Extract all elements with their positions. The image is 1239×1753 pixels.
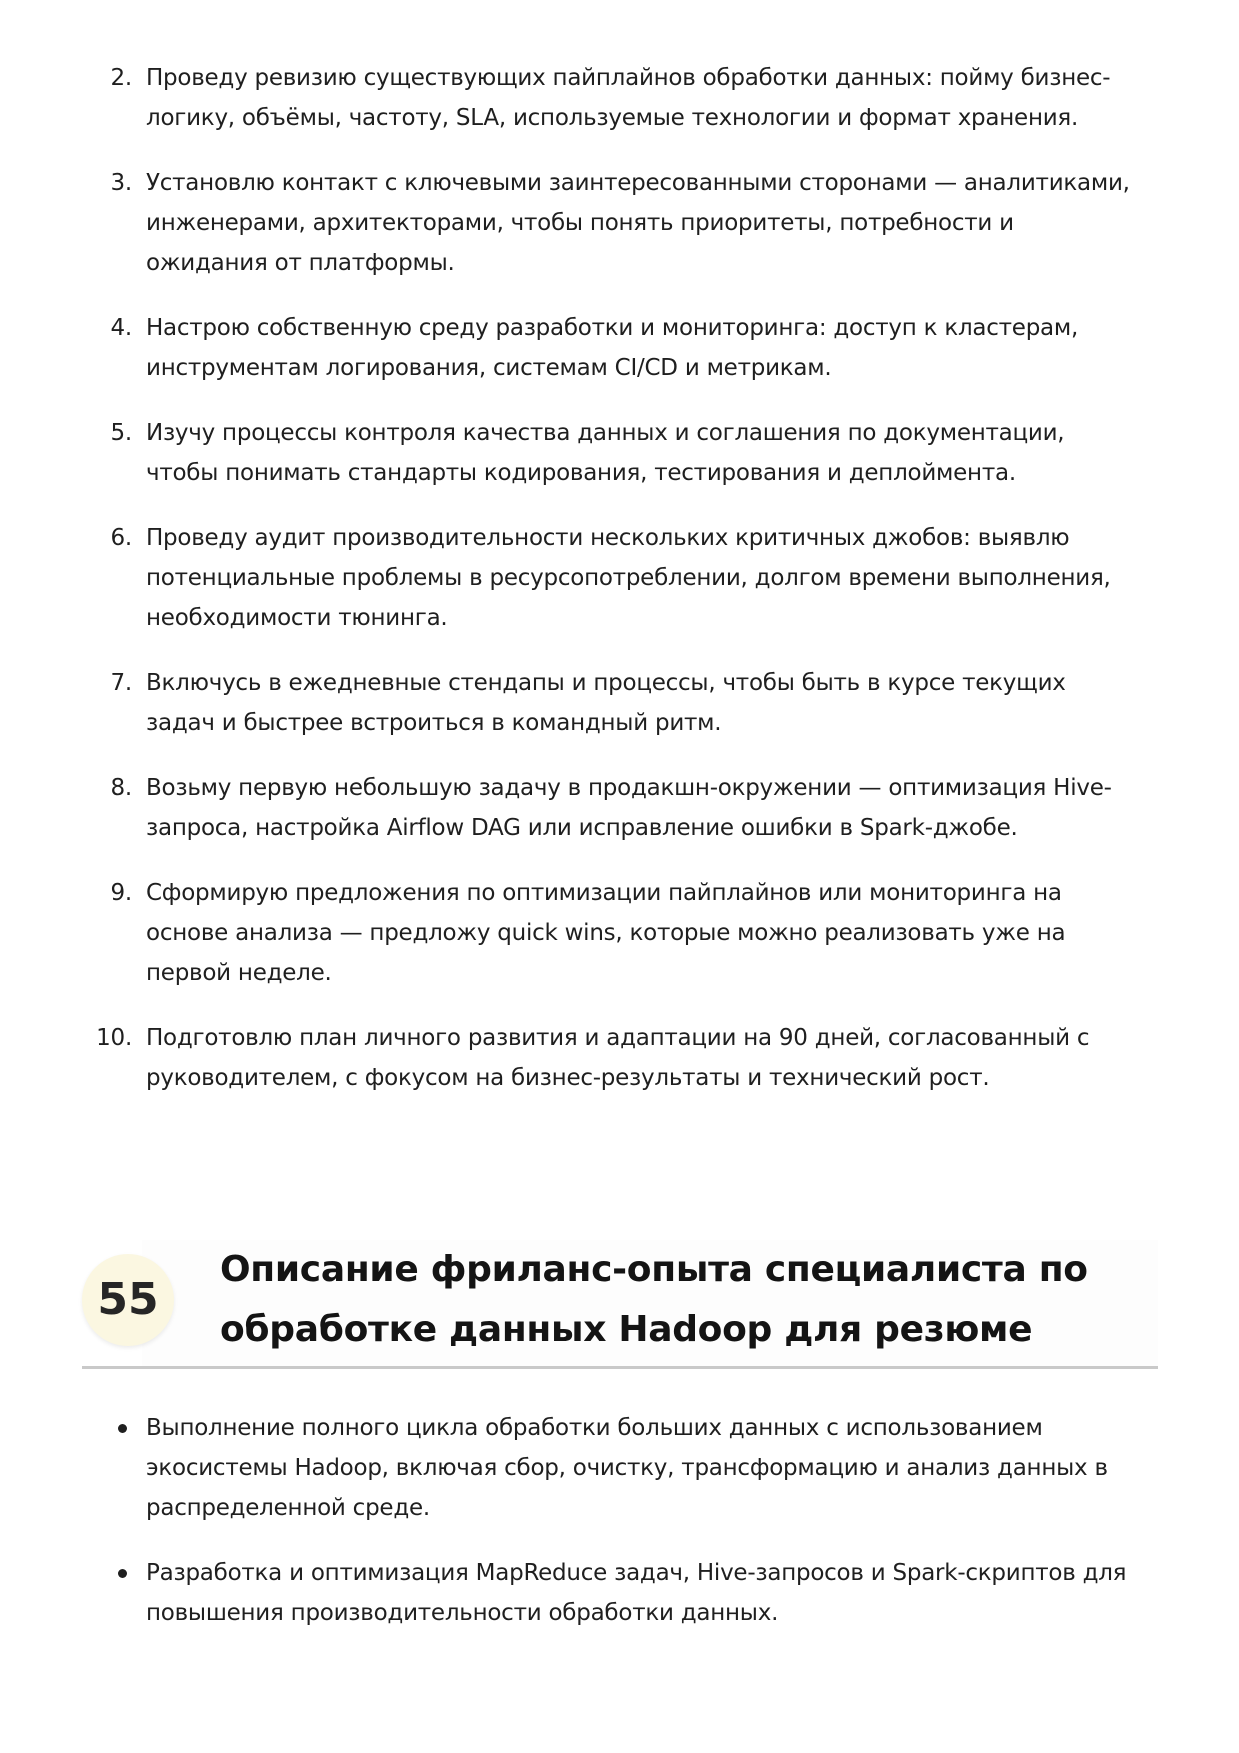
list-item-number: 8. xyxy=(110,775,132,801)
section-header xyxy=(82,1240,1158,1369)
list-item xyxy=(0,58,1239,138)
list-item-number: 5. xyxy=(110,420,132,446)
list-item-number: 9. xyxy=(110,880,132,906)
list-item-number: 10. xyxy=(96,1025,132,1051)
bullet-list-item xyxy=(0,1408,1239,1528)
list-item-text: Установлю контакт с ключевыми заинтересованными сторонами — аналитиками, инженерами, архитекторами, чтобы понять приоритеты, потребности и ожидания от платформы. xyxy=(146,170,1130,276)
list-item xyxy=(0,663,1239,743)
numbered-list xyxy=(0,58,1239,1123)
list-item-text: Сформирую предложения по оптимизации пайплайнов или мониторинга на основе анализа — предложу quick wins, которые можно реализовать уже на первой неделе. xyxy=(146,880,1066,986)
list-item xyxy=(0,163,1239,283)
list-item xyxy=(0,768,1239,848)
section-number-badge: 55 xyxy=(82,1254,174,1346)
bullet-item-text: Выполнение полного цикла обработки больших данных с использованием экосистемы Hadoop, включая сбор, очистку, трансформацию и анализ данных в распределенной среде. xyxy=(146,1415,1108,1521)
list-item-number: 6. xyxy=(110,525,132,551)
section-title: Описание фриланс-опыта специалиста по обработке данных Hadoop для резюме xyxy=(220,1249,1088,1350)
list-item xyxy=(0,308,1239,388)
bullet-icon xyxy=(118,1424,127,1433)
list-item-text: Включусь в ежедневные стендапы и процессы, чтобы быть в курсе текущих задач и быстрее встроиться в командный ритм. xyxy=(146,670,1066,736)
list-item-text: Возьму первую небольшую задачу в продакшн-окружении — оптимизация Hive-запроса, настройка Airflow DAG или исправление ошибки в Spark-джобе. xyxy=(146,775,1112,841)
list-item-text: Настрою собственную среду разработки и мониторинга: доступ к кластерам, инструментам логирования, системам CI/CD и метрикам. xyxy=(146,315,1079,381)
list-item-text: Изучу процессы контроля качества данных и соглашения по документации, чтобы понимать стандарты кодирования, тестирования и деплоймента. xyxy=(146,420,1065,486)
bullet-list-item xyxy=(0,1553,1239,1633)
bullet-list xyxy=(0,1408,1239,1658)
list-item-text: Проведу ревизию существующих пайплайнов обработки данных: пойму бизнес-логику, объёмы, частоту, SLA, используемые технологии и формат хранения. xyxy=(146,65,1111,131)
list-item xyxy=(0,518,1239,638)
list-item-number: 4. xyxy=(110,315,132,341)
list-item-number: 7. xyxy=(110,670,132,696)
list-item-number: 2. xyxy=(110,65,132,91)
list-item xyxy=(0,1018,1239,1098)
bullet-icon xyxy=(118,1569,127,1578)
list-item xyxy=(0,873,1239,993)
list-item-number: 3. xyxy=(110,170,132,196)
bullet-item-text: Разработка и оптимизация MapReduce задач, Hive-запросов и Spark-скриптов для повышения производительности обработки данных. xyxy=(146,1560,1127,1626)
list-item-text: Проведу аудит производительности нескольких критичных джобов: выявлю потенциальные проблемы в ресурсопотреблении, долгом времени выполнения, необходимости тюнинга. xyxy=(146,525,1111,631)
list-item xyxy=(0,413,1239,493)
list-item-text: Подготовлю план личного развития и адаптации на 90 дней, согласованный с руководителем, с фокусом на бизнес-результаты и технический рост. xyxy=(146,1025,1090,1091)
